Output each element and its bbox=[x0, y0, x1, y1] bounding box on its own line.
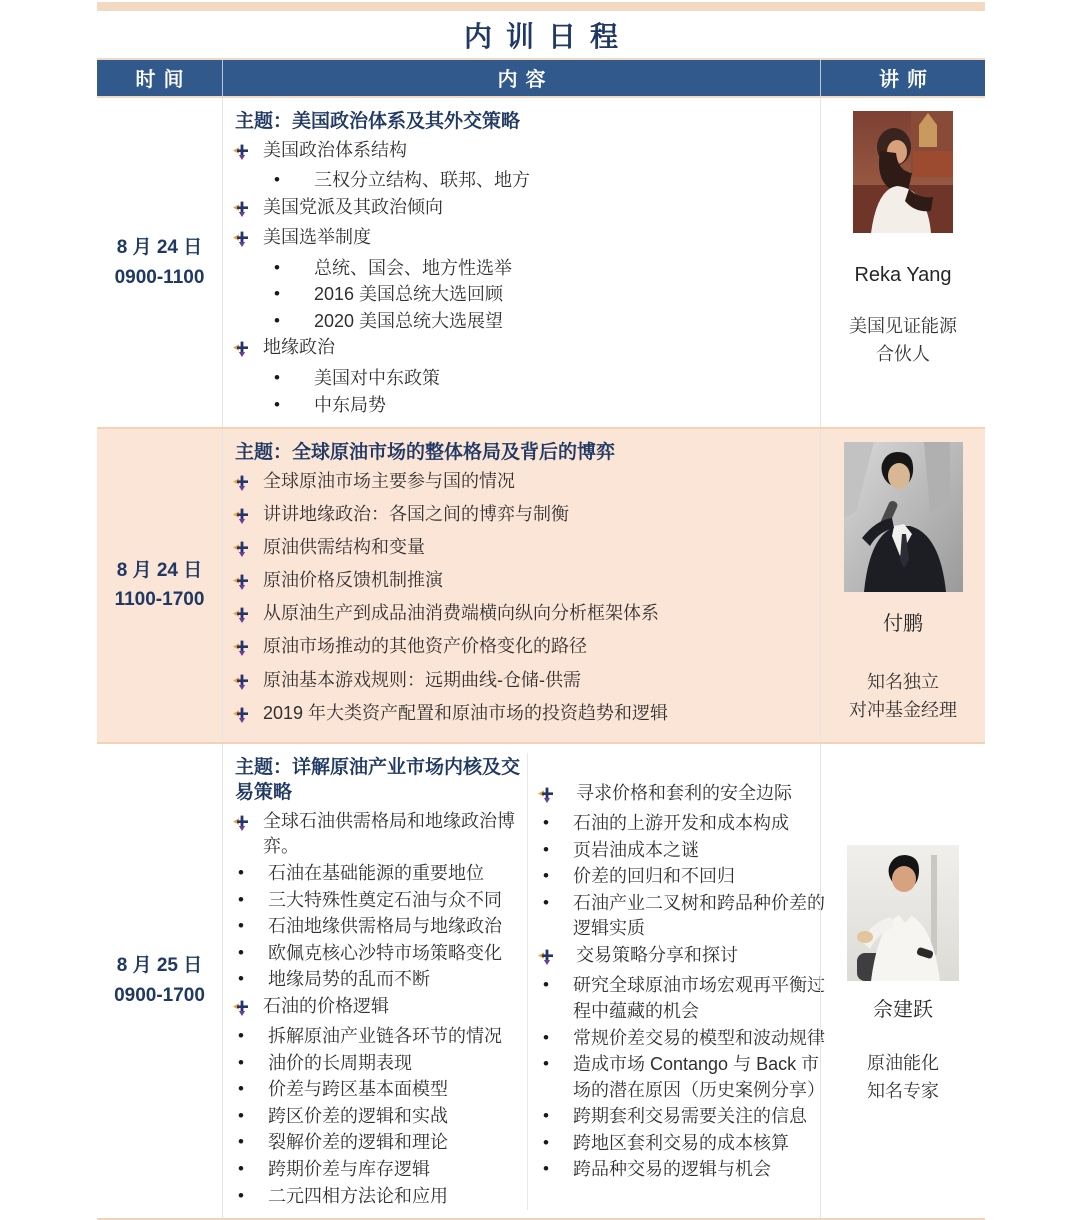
list-item bbox=[233, 967, 527, 993]
list-item bbox=[538, 891, 825, 942]
list-item bbox=[538, 1131, 825, 1157]
session-1-content bbox=[222, 98, 820, 427]
dot-bullet-icon: • bbox=[543, 839, 549, 859]
dot-bullet-icon: • bbox=[238, 1132, 244, 1152]
list-item bbox=[233, 1104, 527, 1130]
lecturer-title-line-1: 知名独立 bbox=[867, 672, 939, 693]
arrow-pin-bullet-icon bbox=[233, 502, 263, 532]
list-item bbox=[233, 941, 527, 967]
list-item-text: 研究全球原油市场宏观再平衡过程中蕴藏的机会 bbox=[573, 975, 825, 1021]
list-item bbox=[233, 393, 814, 419]
session-3-right-column bbox=[527, 753, 825, 1210]
list-item bbox=[233, 888, 527, 914]
table-row-session-2 bbox=[97, 429, 985, 744]
dot-bullet-icon: • bbox=[238, 863, 244, 882]
lecturer-name: Reka Yang bbox=[854, 264, 952, 286]
arrow-pin-bullet-icon bbox=[233, 701, 263, 731]
list-item-text: 中东局势 bbox=[314, 394, 386, 415]
list-item-text: 全球原油市场主要参与国的情况 bbox=[263, 471, 515, 492]
list-item-text: 价差与跨区基本面模型 bbox=[268, 1079, 448, 1100]
list-item bbox=[233, 601, 814, 631]
list-item bbox=[233, 535, 814, 565]
list-item bbox=[233, 994, 527, 1024]
list-item-text: 欧佩克核心沙特市场策略变化 bbox=[268, 942, 502, 963]
list-item-text: 地缘局势的乱而不断 bbox=[268, 969, 430, 990]
session-3-two-column-layout bbox=[233, 753, 825, 1210]
session-3-date: 8 月 25 日 bbox=[116, 955, 203, 977]
list-item bbox=[538, 973, 825, 1024]
arrow-pin-bullet-icon bbox=[233, 601, 263, 631]
dot-bullet-icon: • bbox=[543, 975, 549, 995]
list-item-text: 原油基本游戏规则：远期曲线-仓储-供需 bbox=[263, 669, 581, 690]
session-3-hours: 0900-1700 bbox=[114, 984, 205, 1006]
dot-bullet-icon: • bbox=[238, 1105, 244, 1125]
arrow-pin-bullet-icon bbox=[233, 994, 263, 1024]
arrow-pin-bullet-icon bbox=[538, 781, 568, 811]
page-title: 内训日程 bbox=[463, 21, 632, 52]
list-item bbox=[538, 811, 825, 837]
list-item bbox=[233, 138, 814, 168]
session-1-date: 8 月 24 日 bbox=[116, 237, 203, 259]
list-item-text: 交易策略分享和探讨 bbox=[576, 944, 738, 965]
list-item bbox=[233, 634, 814, 664]
list-item-text: 跨期价差与库存逻辑 bbox=[268, 1159, 430, 1180]
list-item-text: 二元四相方法论和应用 bbox=[268, 1185, 448, 1206]
dot-bullet-icon: • bbox=[238, 1026, 244, 1046]
arrow-pin-bullet-icon bbox=[233, 195, 263, 225]
list-item-text: 2019 年大类资产配置和原油市场的投资趋势和逻辑 bbox=[263, 702, 669, 723]
list-item-text: 石油产业二叉树和跨品种价差的逻辑实质 bbox=[573, 892, 825, 939]
list-item-text: 三权分立结构、联邦、地方 bbox=[314, 170, 530, 191]
list-item bbox=[538, 943, 825, 973]
dot-bullet-icon: • bbox=[238, 1159, 244, 1179]
list-item bbox=[538, 1052, 825, 1103]
session-2-hours: 1100-1700 bbox=[114, 589, 205, 611]
list-item bbox=[233, 195, 814, 225]
arrow-pin-bullet-icon bbox=[233, 138, 263, 168]
session-1-time bbox=[97, 98, 222, 427]
list-item bbox=[233, 1130, 527, 1156]
session-3-time bbox=[97, 744, 222, 1218]
lecturer-title-line-1: 原油能化 bbox=[867, 1052, 939, 1073]
session-3-content bbox=[222, 744, 825, 1218]
list-item-text: 跨品种交易的逻辑与机会 bbox=[573, 1159, 771, 1180]
list-item bbox=[233, 282, 814, 308]
list-item-text: 2020 美国总统大选展望 bbox=[314, 310, 504, 331]
arrow-pin-bullet-icon bbox=[233, 535, 263, 565]
list-item bbox=[233, 1077, 527, 1103]
session-2-item-list bbox=[233, 469, 814, 730]
list-item bbox=[233, 1024, 527, 1050]
dot-bullet-icon: • bbox=[238, 1185, 244, 1205]
lecturer-name: 佘建跃 bbox=[873, 998, 933, 1021]
arrow-pin-bullet-icon bbox=[538, 943, 568, 973]
column-header-lecturer: 讲师 bbox=[820, 60, 985, 96]
lecturer-photo-fu-peng bbox=[844, 442, 963, 592]
list-item-text: 美国选举制度 bbox=[263, 227, 371, 248]
list-item-text: 页岩油成本之谜 bbox=[573, 839, 699, 860]
list-item-text: 美国对中东政策 bbox=[314, 368, 440, 389]
list-item bbox=[538, 781, 825, 811]
list-item-text: 三大特殊性奠定石油与众不同 bbox=[268, 889, 502, 910]
list-item-text: 寻求价格和套利的安全边际 bbox=[576, 782, 792, 803]
session-2-content bbox=[222, 429, 820, 742]
list-item-text: 美国党派及其政治倾向 bbox=[263, 196, 443, 217]
session-2-time bbox=[97, 429, 222, 742]
session-3-left-column bbox=[233, 753, 527, 1210]
list-item-text: 油价的长周期表现 bbox=[268, 1052, 412, 1073]
table-header-row bbox=[97, 58, 985, 98]
list-item bbox=[233, 1184, 527, 1210]
dot-bullet-icon: • bbox=[543, 892, 549, 912]
lecturer-title bbox=[867, 1050, 939, 1106]
list-item bbox=[233, 861, 527, 887]
list-item bbox=[233, 469, 814, 499]
list-item bbox=[538, 864, 825, 890]
dot-bullet-icon: • bbox=[543, 1054, 549, 1074]
list-item bbox=[233, 366, 814, 392]
list-item-text: 跨区价差的逻辑和实战 bbox=[268, 1105, 448, 1126]
list-item bbox=[233, 168, 814, 194]
list-item-text: 造成市场 Contango 与 Back 市场的潜在原因（历史案例分享） bbox=[573, 1054, 825, 1100]
lecturer-title bbox=[849, 669, 957, 725]
list-item-text: 美国政治体系结构 bbox=[263, 139, 407, 160]
table-row-session-3 bbox=[97, 744, 985, 1220]
list-item-text: 2016 美国总统大选回顾 bbox=[314, 284, 504, 305]
dot-bullet-icon: • bbox=[274, 394, 280, 414]
list-item bbox=[233, 256, 814, 282]
lecturer-title bbox=[849, 313, 957, 369]
session-1-lecturer bbox=[820, 98, 985, 427]
dot-bullet-icon: • bbox=[238, 889, 244, 909]
lecturer-title-line-2: 对冲基金经理 bbox=[849, 700, 957, 720]
dot-bullet-icon: • bbox=[238, 1079, 244, 1099]
dot-bullet-icon: • bbox=[543, 1132, 549, 1152]
list-item bbox=[233, 701, 814, 731]
dot-bullet-icon: • bbox=[274, 257, 280, 277]
list-item bbox=[538, 1104, 825, 1130]
session-2-topic: 主题：全球原油市场的整体格局及背后的博弈 bbox=[235, 442, 616, 464]
session-3-lecturer bbox=[820, 744, 985, 1218]
lecturer-title-line-2: 合伙人 bbox=[876, 343, 930, 364]
list-item-text: 原油供需结构和变量 bbox=[263, 537, 425, 558]
list-item-text: 裂解价差的逻辑和理论 bbox=[268, 1132, 448, 1153]
list-item-text: 拆解原油产业链各环节的情况 bbox=[268, 1026, 502, 1047]
list-item bbox=[233, 668, 814, 698]
session-3-topic: 主题：详解原油产业市场内核及交易策略 bbox=[235, 756, 521, 804]
arrow-pin-bullet-icon bbox=[233, 634, 263, 664]
dot-bullet-icon: • bbox=[274, 368, 280, 388]
lecturer-photo-she-jianyue bbox=[847, 845, 959, 981]
list-item bbox=[538, 1026, 825, 1052]
dot-bullet-icon: • bbox=[543, 1159, 549, 1179]
list-item-text: 地缘政治 bbox=[263, 337, 335, 358]
list-item-text: 石油的上游开发和成本构成 bbox=[573, 813, 789, 834]
list-item-text: 原油价格反馈机制推演 bbox=[263, 570, 443, 591]
dot-bullet-icon: • bbox=[543, 813, 549, 833]
dot-bullet-icon: • bbox=[274, 310, 280, 330]
list-item-text: 石油地缘供需格局与地缘政治 bbox=[268, 916, 502, 937]
dot-bullet-icon: • bbox=[238, 916, 244, 936]
dot-bullet-icon: • bbox=[238, 969, 244, 989]
dot-bullet-icon: • bbox=[238, 942, 244, 962]
list-item-text: 石油在基础能源的重要地位 bbox=[268, 863, 484, 883]
session-1-item-list bbox=[233, 138, 814, 418]
lecturer-title-line-2: 知名专家 bbox=[867, 1080, 939, 1101]
list-item bbox=[233, 309, 814, 335]
list-item bbox=[538, 1157, 825, 1183]
arrow-pin-bullet-icon bbox=[233, 568, 263, 598]
dot-bullet-icon: • bbox=[543, 1027, 549, 1047]
list-item-text: 跨期套利交易需要关注的信息 bbox=[573, 1106, 807, 1127]
arrow-pin-bullet-icon bbox=[233, 225, 263, 255]
arrow-pin-bullet-icon bbox=[233, 809, 263, 839]
lecturer-title-line-1: 美国见证能源 bbox=[849, 316, 957, 336]
dot-bullet-icon: • bbox=[274, 170, 280, 190]
list-item-text: 常规价差交易的模型和波动规律 bbox=[573, 1027, 825, 1048]
session-3-left-item-list bbox=[233, 809, 527, 1209]
list-item-text: 跨地区套利交易的成本核算 bbox=[573, 1132, 789, 1153]
list-item-text: 原油市场推动的其他资产价格变化的路径 bbox=[263, 636, 587, 657]
list-item-text: 石油的价格逻辑 bbox=[263, 995, 389, 1016]
list-item bbox=[233, 568, 814, 598]
dot-bullet-icon: • bbox=[543, 1106, 549, 1126]
arrow-pin-bullet-icon bbox=[233, 668, 263, 698]
list-item bbox=[233, 225, 814, 255]
dot-bullet-icon: • bbox=[238, 1052, 244, 1072]
list-item bbox=[233, 335, 814, 365]
dot-bullet-icon: • bbox=[543, 866, 549, 886]
list-item-text: 总统、国会、地方性选举 bbox=[314, 257, 512, 278]
schedule-table bbox=[97, 0, 985, 1220]
top-divider-bar bbox=[97, 2, 985, 11]
list-item bbox=[233, 1157, 527, 1183]
list-item bbox=[233, 502, 814, 532]
session-2-date: 8 月 24 日 bbox=[116, 559, 203, 581]
session-2-lecturer bbox=[820, 429, 985, 742]
list-item-text: 从原油生产到成品油消费端横向纵向分析框架体系 bbox=[263, 603, 659, 624]
list-item-text: 讲讲地缘政治：各国之间的博弈与制衡 bbox=[263, 504, 569, 525]
list-item-text: 价差的回归和不回归 bbox=[573, 866, 735, 887]
session-3-right-item-list bbox=[538, 781, 825, 1183]
session-1-topic: 主题：美国政治体系及其外交策略 bbox=[235, 111, 521, 132]
list-item-text: 全球石油供需格局和地缘政治博弈。 bbox=[263, 810, 515, 857]
arrow-pin-bullet-icon bbox=[233, 469, 263, 499]
arrow-pin-bullet-icon bbox=[233, 335, 263, 365]
dot-bullet-icon: • bbox=[274, 284, 280, 304]
list-item bbox=[233, 914, 527, 940]
session-1-hours: 0900-1100 bbox=[114, 266, 205, 288]
column-header-content: 内容 bbox=[222, 60, 820, 96]
table-row-session-1 bbox=[97, 98, 985, 429]
list-item bbox=[538, 838, 825, 864]
column-header-time: 时间 bbox=[135, 69, 192, 91]
list-item bbox=[233, 809, 527, 860]
lecturer-name: 付鹏 bbox=[883, 613, 923, 636]
lecturer-photo-reka-yang bbox=[853, 111, 953, 233]
list-item bbox=[233, 1051, 527, 1077]
